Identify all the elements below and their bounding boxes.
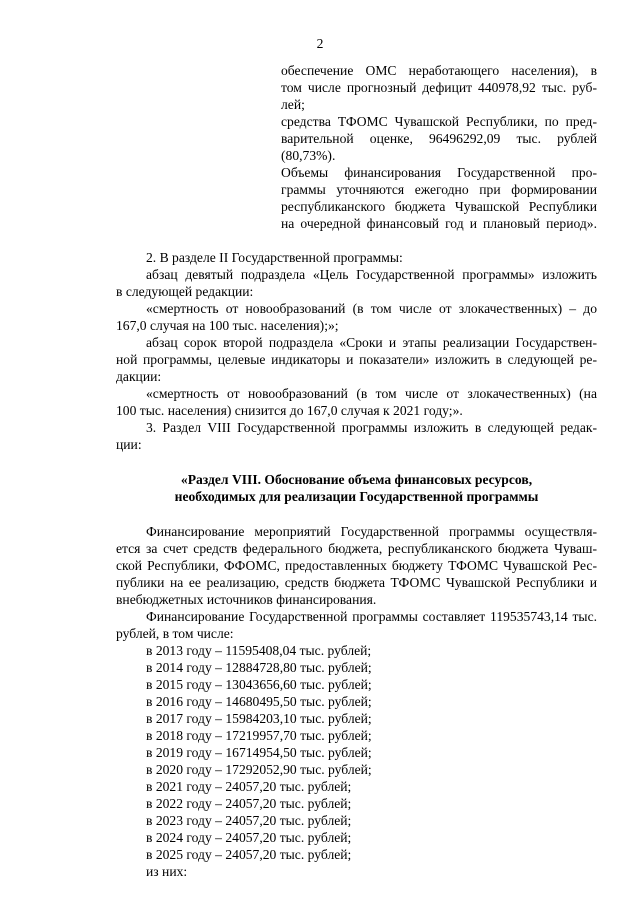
- section-2-line: ной программы, целевые индикаторы и показатели» изложить в следующей ре-: [116, 352, 597, 367]
- section-2-title: 2. В разделе II Государственной программы:: [146, 250, 403, 265]
- total-line: рублей, в том числе:: [116, 626, 234, 641]
- top-block-line: лей;: [281, 97, 305, 112]
- top-block-line: на очередной финансовый год и плановый период».: [281, 216, 597, 231]
- section-3-line: ции:: [116, 437, 142, 452]
- year-item: в 2023 году – 24057,20 тыс. рублей;: [146, 813, 352, 828]
- year-item: в 2020 году – 17292052,90 тыс. рублей;: [146, 762, 372, 777]
- year-item: в 2015 году – 13043656,60 тыс. рублей;: [146, 677, 372, 692]
- section-2-line: 100 тыс. населения) снизится до 167,0 случая к 2021 году;».: [116, 403, 463, 418]
- top-block-line: варительной оценке, 96496292,09 тыс. рублей: [281, 131, 597, 146]
- paragraph-line: ской Республики, ФФОМС, предоставленных бюджету ТФОМС Чувашской Рес-: [116, 558, 597, 573]
- year-item: в 2018 году – 17219957,70 тыс. рублей;: [146, 728, 372, 743]
- section-2-line: абзац девятый подраздела «Цель Государственной программы» изложить: [146, 267, 597, 282]
- year-item: в 2025 году – 24057,20 тыс. рублей;: [146, 847, 352, 862]
- top-block-line: обеспечение ОМС неработающего населения), в: [281, 63, 597, 78]
- section-2-line: 167,0 случая на 100 тыс. населения);»;: [116, 318, 339, 333]
- year-item: в 2024 году – 24057,20 тыс. рублей;: [146, 830, 352, 845]
- section-heading-line: необходимых для реализации Государственной программы: [174, 489, 539, 504]
- paragraph-line: Финансирование мероприятий Государственной программы осуществля-: [146, 524, 597, 539]
- year-item: в 2016 году – 14680495,50 тыс. рублей;: [146, 694, 372, 709]
- year-item: в 2021 году – 24057,20 тыс. рублей;: [146, 779, 352, 794]
- section-2-line: «смертность от новообразований (в том числе от злокачественных) – до: [146, 301, 597, 316]
- section-3-line: 3. Раздел VIII Государственной программы изложить в следующей редак-: [146, 420, 597, 435]
- year-item: в 2017 году – 15984203,10 тыс. рублей;: [146, 711, 372, 726]
- year-item: в 2013 году – 11595408,04 тыс. рублей;: [146, 643, 372, 658]
- section-2-line: абзац сорок второй подраздела «Сроки и этапы реализации Государствен-: [146, 335, 597, 350]
- year-item: в 2022 году – 24057,20 тыс. рублей;: [146, 796, 352, 811]
- paragraph-line: внебюджетных источников финансирования.: [116, 592, 377, 607]
- top-block-line: республиканского бюджета Чувашской Республики: [281, 199, 597, 214]
- top-block-line: граммы уточняются ежегодно при формировании: [281, 182, 597, 197]
- section-2-line: «смертность от новообразований (в том числе от злокачественных) (на: [146, 386, 597, 401]
- paragraph-line: ется за счет средств федерального бюджета, республиканского бюджета Чуваш-: [116, 541, 597, 556]
- top-block-line: (80,73%).: [281, 148, 336, 163]
- closing-text: из них:: [146, 864, 188, 879]
- section-heading-line: «Раздел VIII. Обоснование объема финансовых ресурсов,: [180, 472, 533, 487]
- top-block-line: средства ТФОМС Чувашской Республики, по пред-: [281, 114, 597, 129]
- year-item: в 2014 году – 12884728,80 тыс. рублей;: [146, 660, 372, 675]
- total-line: Финансирование Государственной программы составляет 119535743,14 тыс.: [146, 609, 597, 624]
- section-2-line: дакции:: [116, 369, 162, 384]
- paragraph-line: публики на ее реализацию, средств бюджета ТФОМС Чувашской Республики и: [116, 575, 597, 590]
- top-block-line: том числе прогнозный дефицит 440978,92 тыс. руб-: [281, 80, 597, 95]
- section-2-line: в следующей редакции:: [116, 284, 254, 299]
- page-number: 2: [316, 36, 324, 51]
- top-block-line: Объемы финансирования Государственной про-: [281, 165, 597, 180]
- year-item: в 2019 году – 16714954,50 тыс. рублей;: [146, 745, 372, 760]
